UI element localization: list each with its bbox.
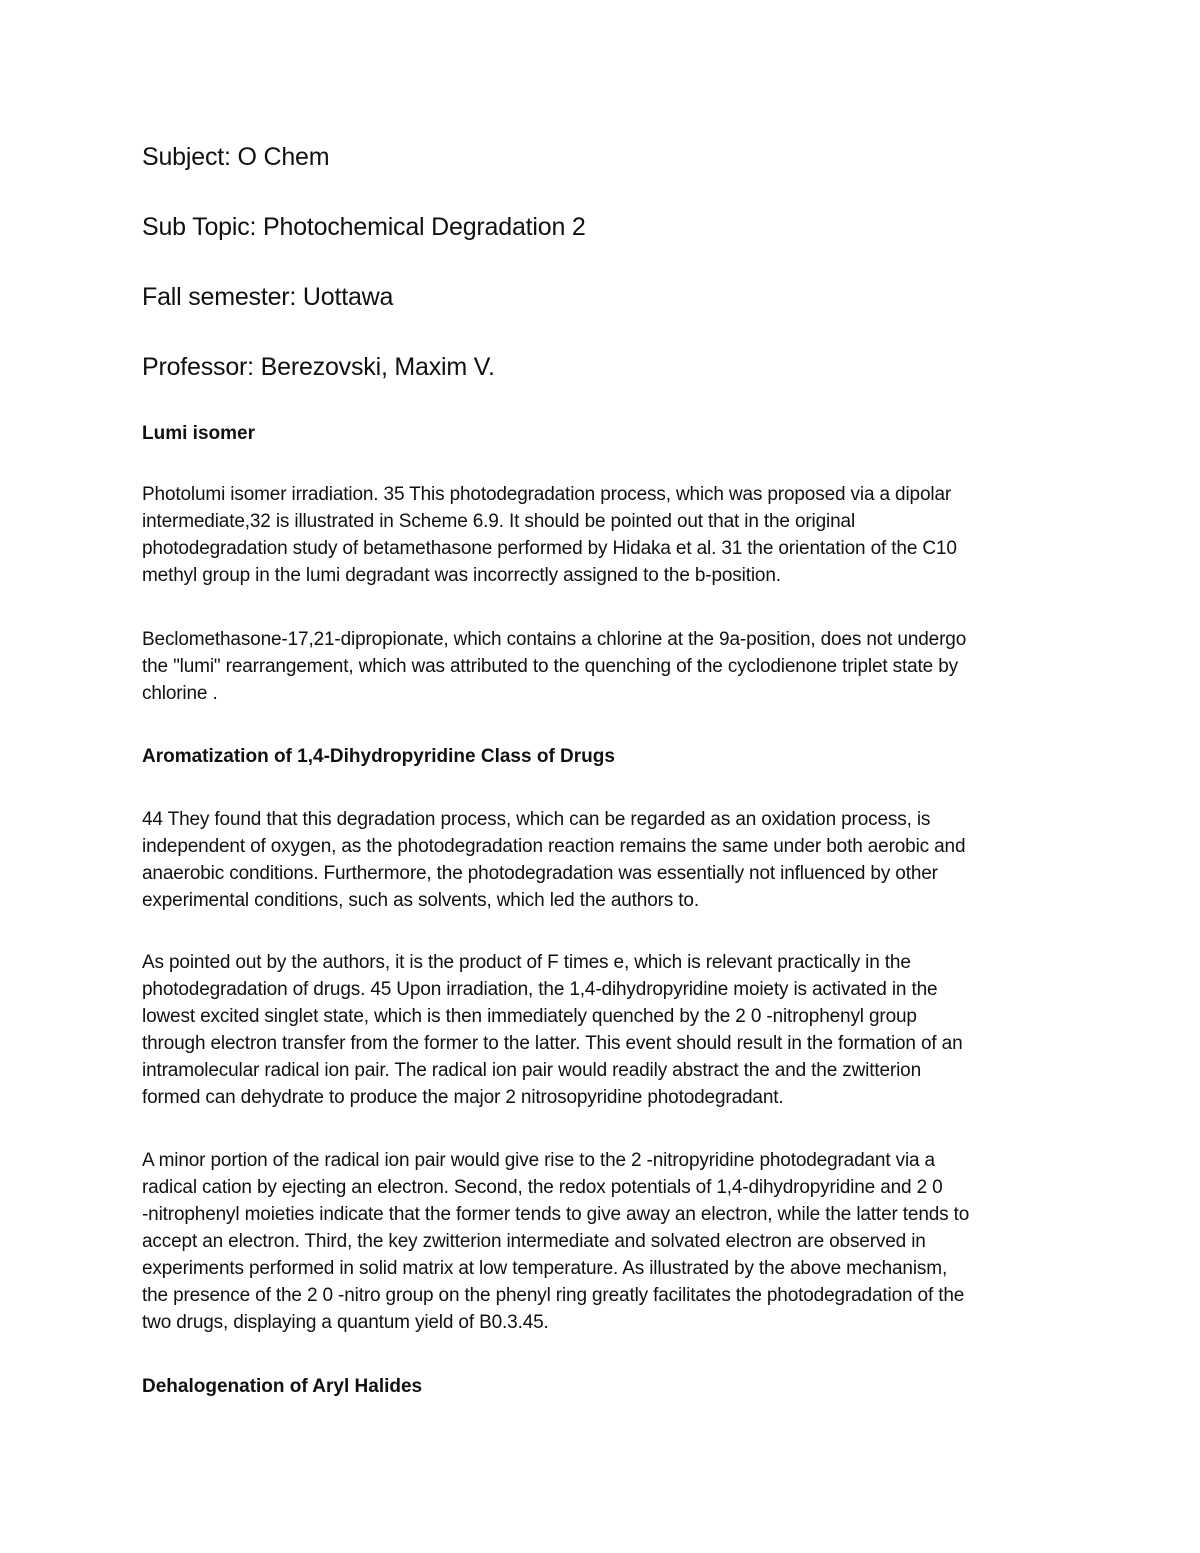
section-heading-lumi-isomer: Lumi isomer	[142, 423, 255, 444]
text-line: two drugs, displaying a quantum yield of B0.3.45.	[142, 1312, 549, 1333]
text-line: photodegradation of drugs. 45 Upon irradiation, the 1,4-dihydropyridine moiety is activated in the	[142, 979, 938, 1000]
text-line: lowest excited singlet state, which is then immediately quenched by the 2 0 -nitrophenyl group	[142, 1006, 917, 1027]
professor-line: Professor: Berezovski, Maxim V.	[142, 353, 495, 381]
text-line: chlorine .	[142, 683, 218, 704]
section-heading-dehalogenation: Dehalogenation of Aryl Halides	[142, 1376, 423, 1397]
text-line: intramolecular radical ion pair. The radical ion pair would readily abstract the and the zwitterion	[142, 1060, 921, 1081]
text-line: experiments performed in solid matrix at low temperature. As illustrated by the above mechanism,	[142, 1258, 948, 1279]
text-line: accept an electron. Third, the key zwitterion intermediate and solvated electron are observed in	[142, 1231, 926, 1252]
text-line: A minor portion of the radical ion pair would give rise to the 2 -nitropyridine photodegradant via a	[142, 1150, 935, 1171]
text-line: anaerobic conditions. Furthermore, the photodegradation was essentially not influenced by other	[142, 863, 938, 884]
text-line: independent of oxygen, as the photodegradation reaction remains the same under both aerobic and	[142, 836, 966, 857]
text-line: through electron transfer from the former to the latter. This event should result in the formation of an	[142, 1033, 963, 1054]
section-heading-aromatization: Aromatization of 1,4-Dihydropyridine Class of Drugs	[142, 746, 615, 767]
text-line: experimental conditions, such as solvents, which led the authors to.	[142, 890, 699, 911]
subject-line: Subject: O Chem	[142, 143, 330, 171]
text-line: the "lumi" rearrangement, which was attributed to the quenching of the cyclodienone triplet state by	[142, 656, 958, 677]
paragraph-aromatization-2	[142, 949, 1060, 1111]
paragraph-lumi-2	[142, 626, 1060, 707]
text-line: 44 They found that this degradation process, which can be regarded as an oxidation process, is	[142, 809, 931, 830]
paragraph-lumi-1	[142, 481, 1060, 589]
text-line: the presence of the 2 0 -nitro group on the phenyl ring greatly facilitates the photodegradation of the	[142, 1285, 965, 1306]
semester-line: Fall semester: Uottawa	[142, 283, 394, 311]
text-line: As pointed out by the authors, it is the product of F times e, which is relevant practically in the	[142, 952, 911, 973]
text-line: methyl group in the lumi degradant was incorrectly assigned to the b-position.	[142, 565, 781, 586]
text-line: Photolumi isomer irradiation. 35 This photodegradation process, which was proposed via a dipolar	[142, 484, 952, 505]
paragraph-aromatization-1	[142, 806, 1060, 914]
text-line: Beclomethasone-17,21-dipropionate, which contains a chlorine at the 9a-position, does not undergo	[142, 629, 967, 650]
text-line: -nitrophenyl moieties indicate that the former tends to give away an electron, while the latter tends to	[142, 1204, 970, 1225]
text-line: photodegradation study of betamethasone performed by Hidaka et al. 31 the orientation of the C10	[142, 538, 957, 559]
text-line: radical cation by ejecting an electron. Second, the redox potentials of 1,4-dihydropyridine and 2 0	[142, 1177, 943, 1198]
paragraph-aromatization-3	[142, 1147, 1060, 1336]
text-line: formed can dehydrate to produce the major 2 nitrosopyridine photodegradant.	[142, 1087, 784, 1108]
text-line: intermediate,32 is illustrated in Scheme 6.9. It should be pointed out that in the original	[142, 511, 856, 532]
sub-topic-line: Sub Topic: Photochemical Degradation 2	[142, 213, 586, 241]
